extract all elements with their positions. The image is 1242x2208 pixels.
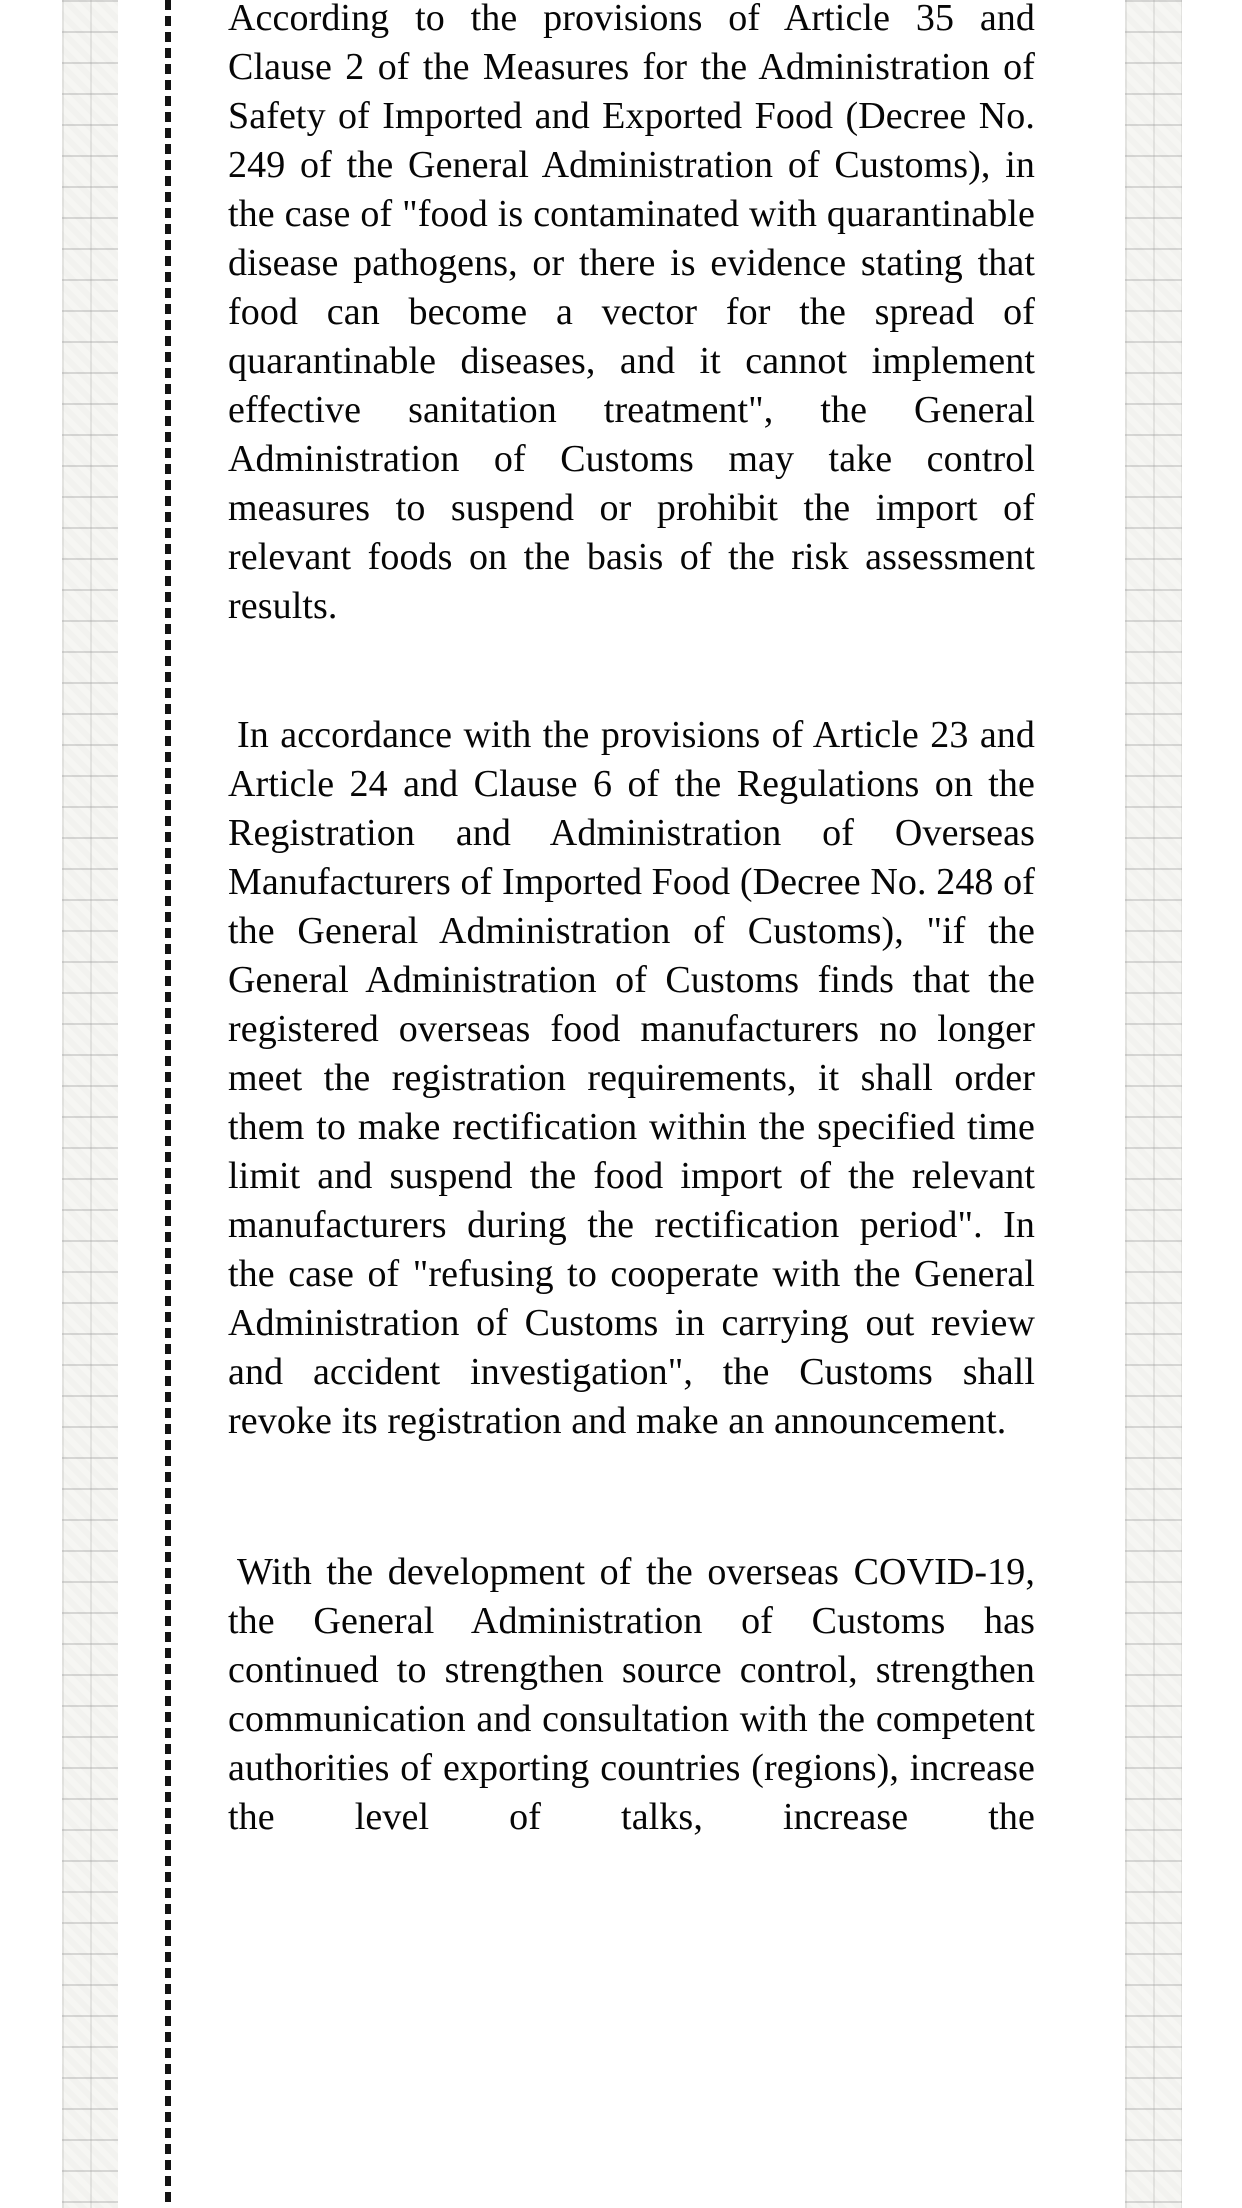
document-body [228,0,1035,1842]
paragraph-covid-measures: With the development of the overseas COVID-19, the General Administration of Customs has continued to strengthen source control, strengthen communication and consultation with the competent authorities of exporting countries (regions), increase the level of talks, increase the [228,1551,1035,1838]
paper-texture-right [1125,0,1182,2208]
margin-dashed-rule [165,0,171,2208]
paragraph-regulation-249: According to the provisions of Article 35 and Clause 2 of the Measures for the Administration of Safety of Imported and Exported Food (Decree No. 249 of the General Administration of Customs), in the case of "food is contaminated with quarantinable disease pathogens, or there is evidence stating that food can become a vector for the spread of quarantinable diseases, and it cannot implement effective sanitation treatment", the General Administration of Customs may take control measures to suspend or prohibit the import of relevant foods on the basis of the risk assessment results. [228,0,1035,627]
paragraph-regulation-248: In accordance with the provisions of Article 23 and Article 24 and Clause 6 of the Regulations on the Registration and Administration of Overseas Manufacturers of Imported Food (Decree No. 248 of the General Administration of Customs), "if the General Administration of Customs finds that the registered overseas food manufacturers no longer meet the registration requirements, it shall order them to make rectification within the specified time limit and suspend the food import of the relevant manufacturers during the rectification period". In the case of "refusing to cooperate with the General Administration of Customs in carrying out review and accident investigation", the Customs shall revoke its registration and make an announcement. [228,714,1035,1442]
paper-texture-left [62,0,118,2208]
